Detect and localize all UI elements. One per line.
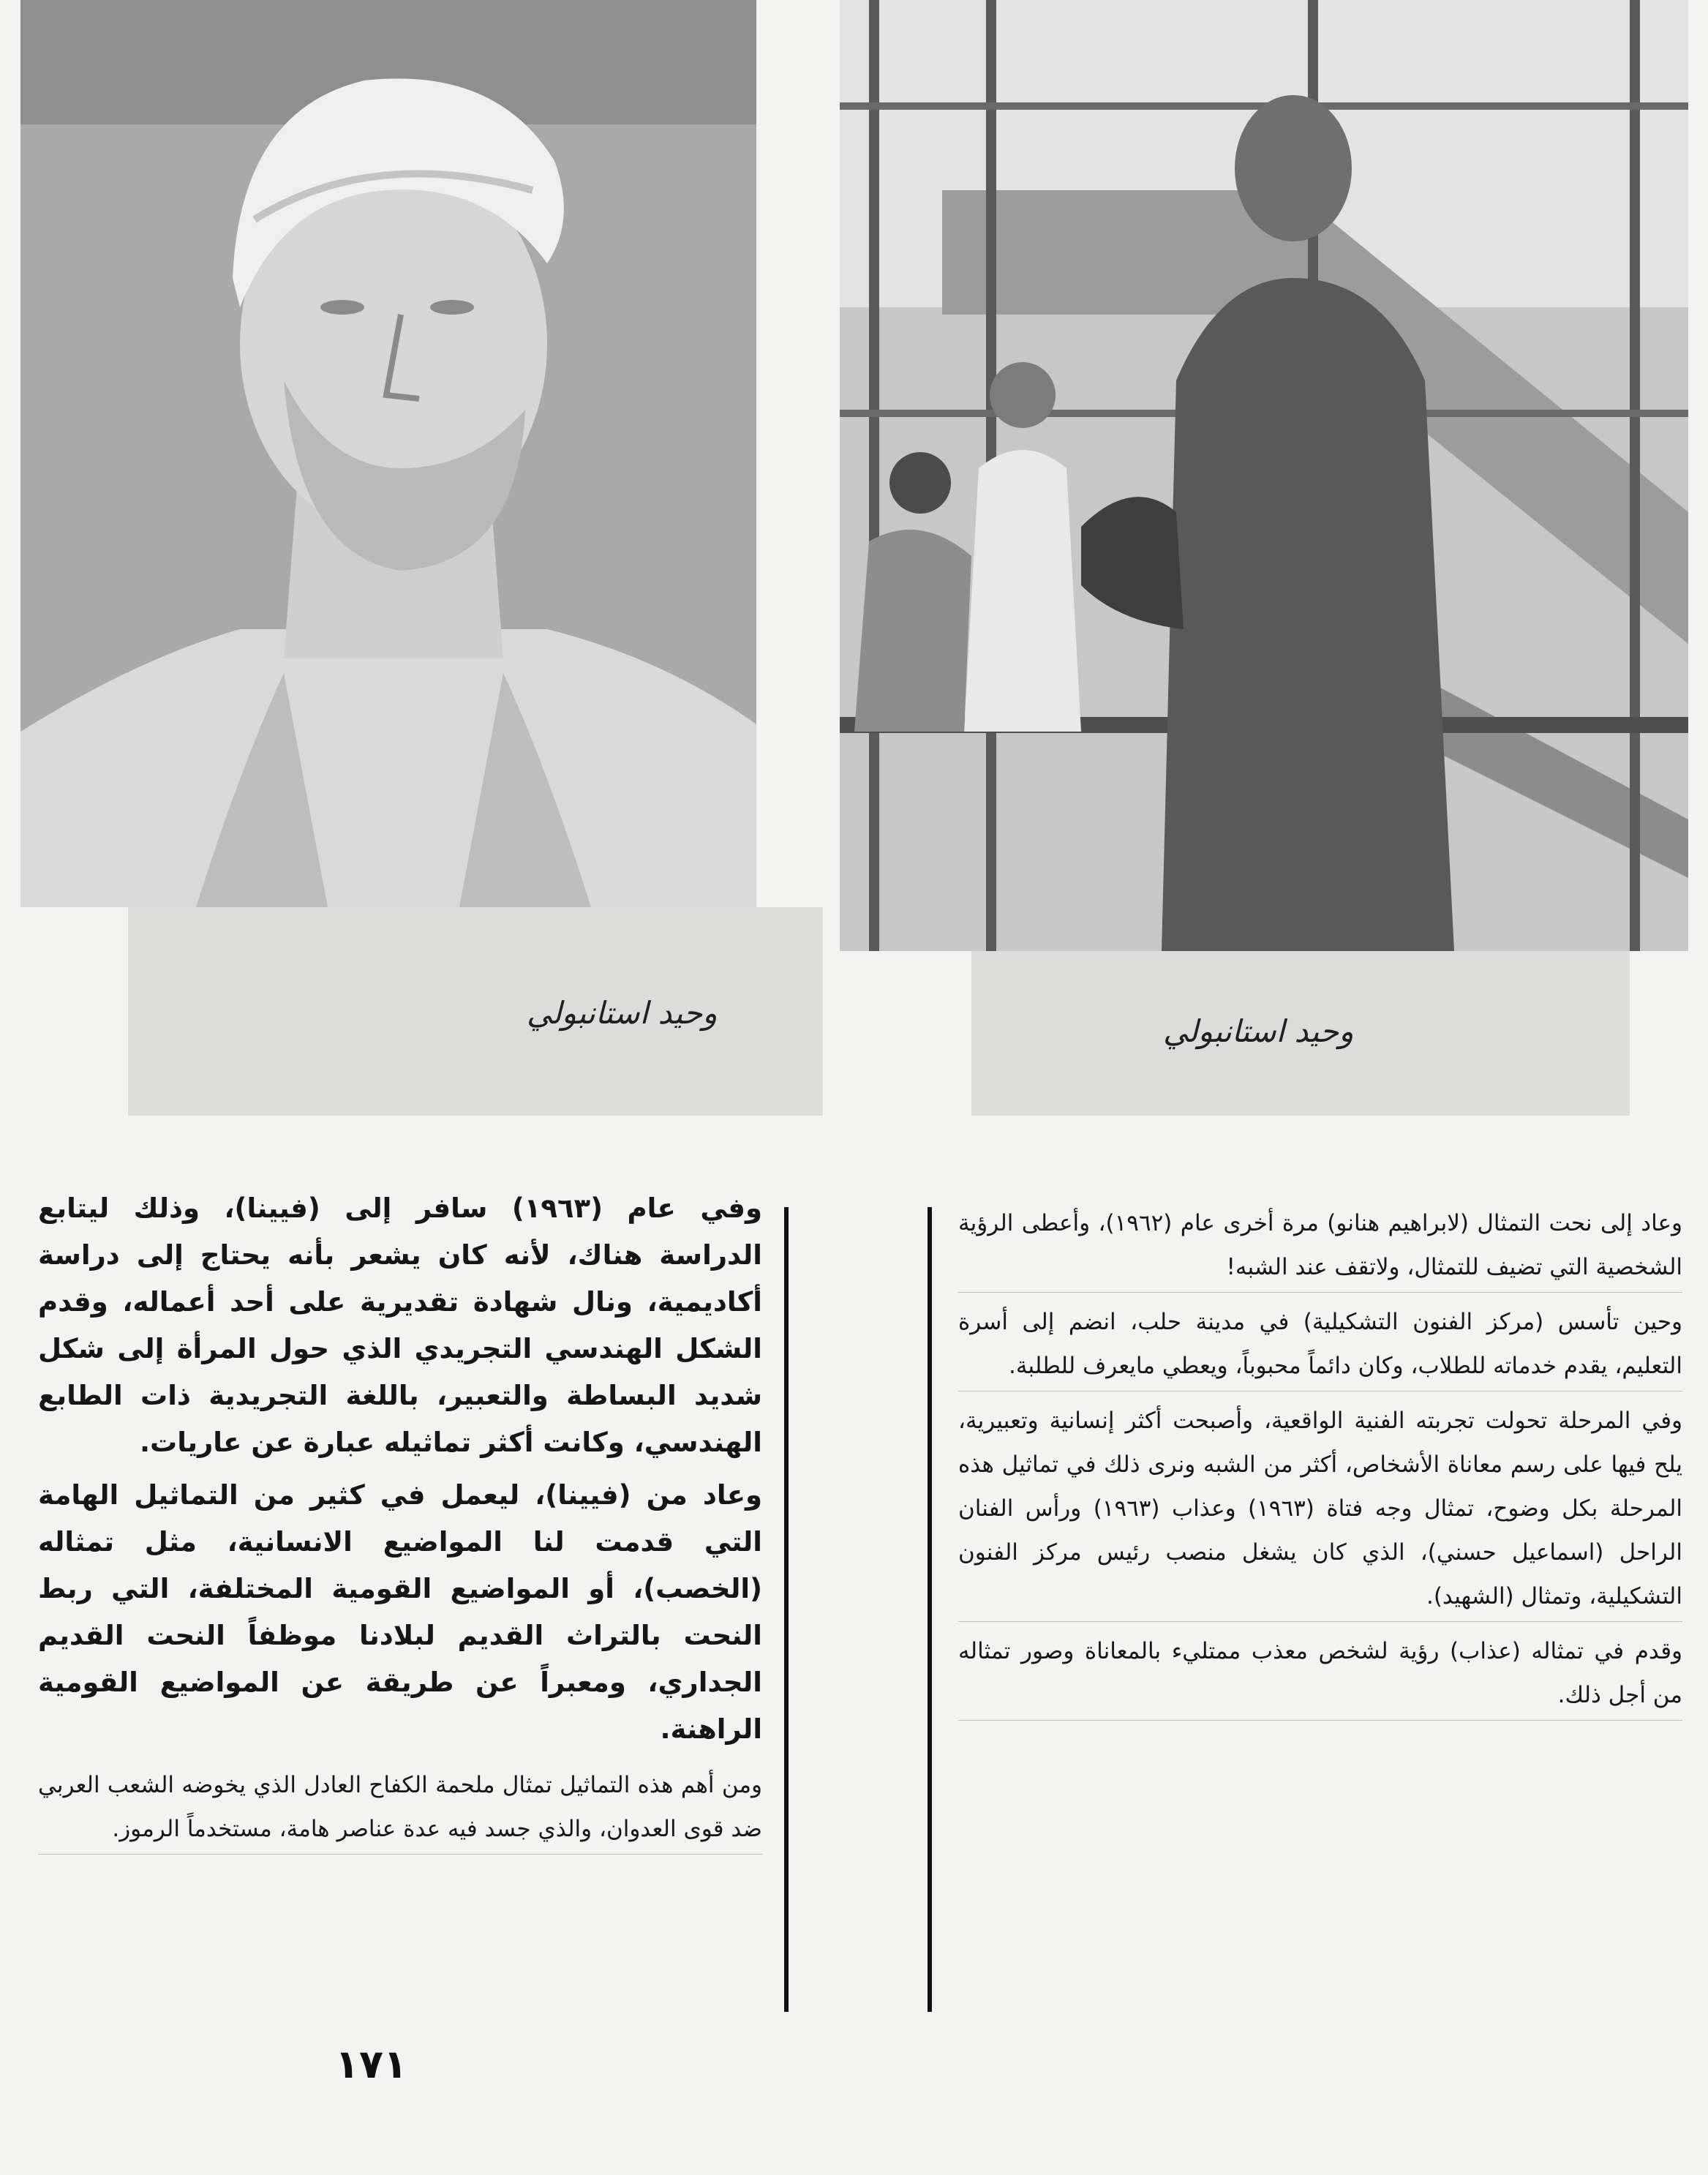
bust-photo — [20, 0, 756, 907]
bold-text-block — [38, 1185, 762, 1753]
paragraph: وحين تأسس (مركز الفنون التشكيلية) في مدينة حلب، انضم إلى أسرة التعليم، يقدم خدماته للطلاب، وكان دائماً محبوباً، ويعطي مايعرف للطلبة. — [958, 1300, 1682, 1391]
bust-caption-strip — [128, 907, 823, 1116]
scaffold-signature: وحيد استانبولي — [1163, 1013, 1354, 1049]
page-number: ١٧١ — [335, 2041, 407, 2087]
left-text-column — [38, 1185, 762, 1862]
paragraph: وفي عام (١٩٦٣) سافر إلى (فيينا)، وذلك ليتابع الدراسة هناك، لأنه كان يشعر بأنه يحتاج إلى دراسة أكاديمية، ونال شهادة تقديرية على أحد أعماله، وقدم الشكل الهندسي التجريدي الذي حول المرأة إلى شكل شديد البساطة والتعبير، باللغة التجريدية ذات الطابع الهندسي، وكانت أكثر تماثيله عبارة عن عاريات. — [38, 1192, 762, 1458]
paragraph: وعاد من (فيينا)، ليعمل في كثير من التماثيل الهامة التي قدمت لنا المواضيع الانسانية، مثل تمثاله (الخصب)، أو المواضيع القومية المختلفة، التي ربط النحت بالتراث القديم لبلادنا موظفاً النحت القديم الجداري، ومعبراً عن طريقة عن المواضيع القومية الراهنة. — [38, 1479, 762, 1745]
bust-signature: وحيد استانبولي — [527, 995, 718, 1031]
light-text-block — [38, 1763, 762, 1855]
column-divider-right — [928, 1207, 932, 2012]
paragraph: وعاد إلى نحت التمثال (لابراهيم هنانو) مرة أخرى عام (١٩٦٢)، وأعطى الرؤية الشخصية التي تضيف للتمثال، ولاتقف عند الشبه! — [958, 1201, 1682, 1293]
bust-illustration — [20, 0, 756, 907]
paragraph: وقدم في تمثاله (عذاب) رؤية لشخص معذب ممتليء بالمعاناة وصور تمثاله من أجل ذلك. — [958, 1629, 1682, 1721]
column-divider-left — [784, 1207, 789, 2012]
scaffold-photo — [840, 0, 1688, 951]
paragraph: وفي المرحلة تحولت تجربته الفنية الواقعية، وأصبحت أكثر إنسانية وتعبيرية، يلح فيها على رسم معاناة الأشخاص، أكثر من الشبه ونرى ذلك في تماثيل هذه المرحلة بكل وضوح، تمثال وجه فتاة (١٩٦٣) وعذاب (١٩٦٣) ورأس الفنان الراحل (اسماعيل حسني)، الذي كان يشغل منصب رئيس مركز الفنون التشكيلية، وتمثال (الشهيد). — [958, 1399, 1682, 1622]
scaffold-illustration — [840, 0, 1688, 951]
right-text-column — [958, 1201, 1682, 1728]
paragraph: ومن أهم هذه التماثيل تمثال ملحمة الكفاح العادل الذي يخوضه الشعب العربي ضد قوى العدوان، والذي جسد فيه عدة عناصر هامة، مستخدماً الرموز. — [38, 1763, 762, 1855]
